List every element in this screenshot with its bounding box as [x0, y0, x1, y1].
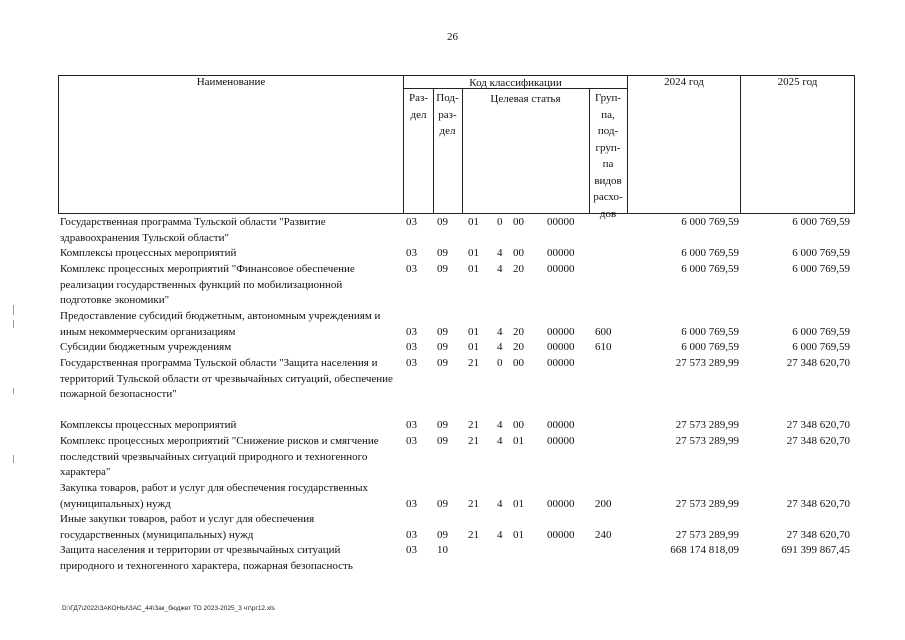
row-t2: 4: [497, 325, 503, 338]
row-t3: 01: [513, 528, 524, 541]
row-t2: 0: [497, 216, 503, 228]
header-cell-2024: [627, 75, 741, 214]
row-t1: 21: [468, 419, 479, 431]
row-podrazdel: 09: [437, 357, 448, 369]
row-v2025: 27 348 620,70: [786, 497, 850, 510]
header-group-line: па,: [601, 108, 615, 121]
header-razdel-line: дел: [410, 108, 427, 121]
row-v2025: 27 348 620,70: [786, 528, 850, 541]
row-name: Комплекс процессных мероприятий "Финансовое обеспечение реализации государственных функций по мобилизационной подготовке экономики": [60, 263, 355, 306]
row-t4: 00000: [547, 419, 575, 431]
row-t3: 20: [513, 325, 524, 338]
row-t1: 21: [468, 528, 479, 541]
row-t3: 00: [513, 419, 524, 431]
row-t2: 4: [497, 263, 503, 275]
header-group-line: расхо-: [593, 191, 623, 203]
row-razdel: 03: [406, 263, 417, 275]
row-t3: 00: [513, 216, 524, 228]
row-podrazdel: 09: [437, 341, 448, 353]
row-t1: 21: [468, 435, 479, 447]
row-name: Комплексы процессных мероприятий: [60, 419, 237, 431]
row-name: Государственная программа Тульской области "Защита населения и территорий Тульской области от чрезвычайных ситуаций, обеспечение пожарной безопасности": [60, 357, 393, 400]
row-v2024: 668 174 818,09: [670, 544, 739, 556]
row-v2025: 6 000 769,59: [792, 247, 850, 259]
row-t1: 21: [468, 497, 479, 510]
row-t3: 01: [513, 435, 524, 447]
header-group-line: под-: [597, 125, 619, 137]
header-code-label: Код классификации: [469, 77, 562, 89]
row-v2024: 27 573 289,99: [675, 528, 739, 541]
row-t2: 4: [497, 497, 503, 510]
row-v2025: 27 348 620,70: [786, 419, 850, 431]
row-name: Защита населения и территории от чрезвычайных ситуаций природного и техногенного характера, пожарная безопасность: [60, 544, 353, 572]
scan-mark: [13, 305, 14, 315]
row-t3: 00: [513, 247, 524, 259]
row-t4: 00000: [547, 341, 575, 353]
row-name: Иные закупки товаров, работ и услуг для обеспечения государственных (муниципальных) нужд: [60, 513, 315, 541]
header-2024-label: 2024 год: [664, 76, 704, 88]
header-cell-name: [58, 75, 404, 214]
row-name: Государственная программа Тульской области "Развитие здравоохранения Тульской области": [60, 216, 326, 244]
row-t3: 20: [513, 263, 524, 275]
header-group-line: па: [602, 158, 614, 170]
row-t4: 00000: [547, 247, 575, 259]
row-t4: 00000: [547, 435, 575, 447]
row-v2024: 27 573 289,99: [675, 357, 739, 369]
row-podrazdel: 09: [437, 435, 448, 447]
footer-file-path: D:\ГД7\2022\ЗАКОНЫ\ЗАС_44\Зак_бюджет ТО 2023-2025_3 чт\рг12.xls: [62, 605, 275, 612]
scan-mark: [13, 320, 14, 328]
row-t4: 00000: [547, 528, 575, 541]
row-t2: 4: [497, 435, 503, 447]
row-podrazdel: 09: [437, 325, 448, 338]
row-t1: 21: [468, 357, 479, 369]
row-v2025: 6 000 769,59: [792, 325, 850, 338]
row-razdel: 03: [406, 216, 417, 228]
row-v2024: 27 573 289,99: [675, 419, 739, 431]
row-v2024: 6 000 769,59: [681, 247, 739, 259]
row-v2024: 27 573 289,99: [675, 435, 739, 447]
header-group-line: дов: [599, 207, 617, 220]
row-t4: 00000: [547, 497, 575, 510]
row-v2025: 27 348 620,70: [786, 357, 850, 369]
row-podrazdel: 09: [437, 247, 448, 259]
scan-mark: [13, 388, 14, 394]
row-v2025: 691 399 867,45: [781, 544, 850, 556]
header-razdel-label: [403, 90, 434, 123]
row-t3: 20: [513, 341, 524, 353]
row-v2025: 6 000 769,59: [792, 216, 850, 228]
row-v2025: 6 000 769,59: [792, 341, 850, 353]
header-razdel-line: Раз-: [408, 92, 428, 104]
row-podrazdel: 09: [437, 263, 448, 275]
row-t2: 4: [497, 341, 503, 353]
header-col-sep-2: [462, 88, 463, 214]
header-group-line: видов: [594, 174, 622, 187]
row-group: 600: [595, 325, 612, 338]
row-v2024: 6 000 769,59: [681, 325, 739, 338]
row-podrazdel: 09: [437, 216, 448, 228]
row-razdel: 03: [406, 497, 417, 510]
row-t2: 4: [497, 528, 503, 541]
row-podrazdel: 10: [437, 544, 448, 556]
scan-mark: [13, 455, 14, 463]
row-v2025: 27 348 620,70: [786, 435, 850, 447]
row-razdel: 03: [406, 528, 417, 541]
row-t4: 00000: [547, 216, 575, 228]
row-name: Предоставление субсидий бюджетным, автономным учреждениям и иным некоммерческим организациям: [60, 310, 381, 338]
row-group: 240: [595, 528, 612, 541]
header-podrazdel-label: [433, 90, 462, 140]
row-t4: 00000: [547, 357, 575, 369]
row-razdel: 03: [406, 325, 417, 338]
row-podrazdel: 09: [437, 528, 448, 541]
header-cell-2025: [740, 75, 855, 214]
row-t3: 00: [513, 357, 524, 369]
row-t2: 4: [497, 419, 503, 431]
header-group-line: груп-: [595, 141, 621, 154]
row-t1: 01: [468, 216, 479, 228]
row-t1: 01: [468, 325, 479, 338]
row-podrazdel: 09: [437, 497, 448, 510]
row-razdel: 03: [406, 419, 417, 431]
row-name: Субсидии бюджетным учреждениям: [60, 341, 232, 353]
row-razdel: 03: [406, 341, 417, 353]
row-t2: 0: [497, 357, 503, 369]
header-podrazdel-line: раз-: [438, 108, 457, 121]
row-t2: 4: [497, 247, 503, 259]
row-podrazdel: 09: [437, 419, 448, 431]
row-t4: 00000: [547, 325, 575, 338]
header-name-label: Наименование: [196, 76, 266, 88]
row-v2024: 6 000 769,59: [681, 263, 739, 275]
row-t1: 01: [468, 263, 479, 275]
row-razdel: 03: [406, 435, 417, 447]
header-group-line: Груп-: [594, 92, 622, 104]
row-name: Комплексы процессных мероприятий: [60, 247, 237, 259]
row-razdel: 03: [406, 247, 417, 259]
header-2025-label: 2025 год: [777, 76, 818, 88]
row-t4: 00000: [547, 263, 575, 275]
row-t1: 01: [468, 341, 479, 353]
row-v2024: 6 000 769,59: [681, 341, 739, 353]
row-razdel: 03: [406, 357, 417, 369]
row-name: Комплекс процессных мероприятий "Снижение рисков и смягчение последствий чрезвычайных ситуаций природного и техногенного характера": [60, 435, 379, 478]
header-group-label: [589, 90, 627, 222]
row-t3: 01: [513, 497, 524, 510]
page-number: 26: [447, 31, 458, 43]
row-group: 610: [595, 341, 612, 353]
header-podrazdel-line: дел: [439, 125, 456, 137]
header-target-article-label: Целевая статья: [490, 93, 561, 105]
row-razdel: 03: [406, 544, 417, 556]
row-v2025: 6 000 769,59: [792, 263, 850, 275]
row-t1: 01: [468, 247, 479, 259]
row-name: Закупка товаров, работ и услуг для обеспечения государственных (муниципальных) нужд: [60, 482, 369, 510]
header-podrazdel-line: Под-: [436, 92, 459, 104]
row-group: 200: [595, 497, 612, 510]
row-v2024: 27 573 289,99: [675, 497, 739, 510]
row-v2024: 6 000 769,59: [681, 216, 739, 228]
